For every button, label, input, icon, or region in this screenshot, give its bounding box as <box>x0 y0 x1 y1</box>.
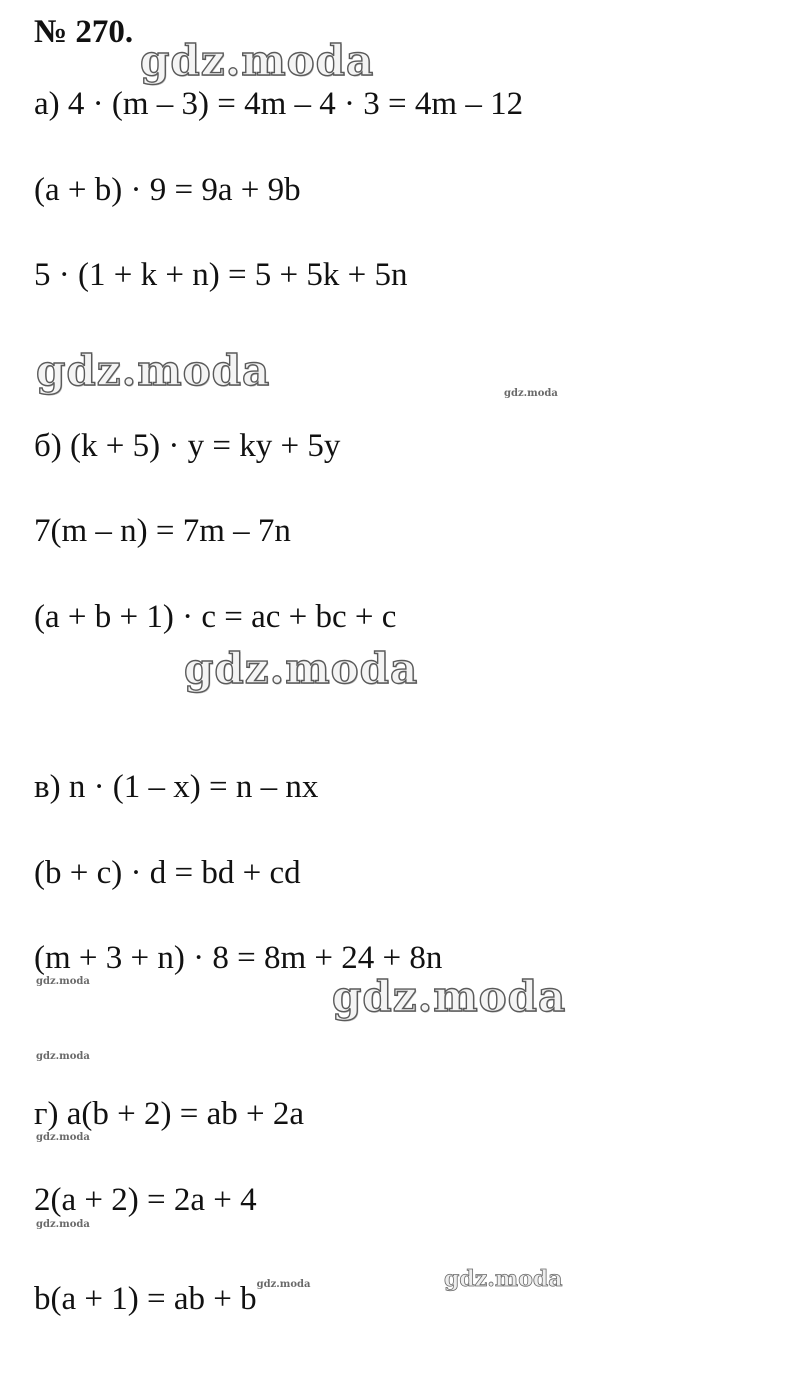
equation-g-3-text: b(a + 1) = ab + b <box>34 1281 257 1317</box>
watermark-small: gdz.moda <box>504 388 558 399</box>
equation-v-3: (m + 3 + n) · 8 = 8m + 24 + 8n <box>34 940 443 976</box>
watermark-superscript: gdz.moda <box>256 1279 311 1290</box>
equation-v-1: в) n · (1 – x) = n – nx <box>34 769 319 805</box>
equation-g-1: г) a(b + 2) = ab + 2a <box>34 1096 305 1132</box>
equation-a-1: а) 4 · (m – 3) = 4m – 4 · 3 = 4m – 12 <box>34 86 524 122</box>
equation-g-3 <box>34 1265 310 1319</box>
watermark-small: gdz.moda <box>36 1132 90 1143</box>
problem-number: № 270. <box>34 14 134 50</box>
watermark-logo: gdz.moda <box>36 346 271 395</box>
equation-v-2: (b + c) · d = bd + cd <box>34 855 301 891</box>
watermark-logo: gdz.moda <box>184 644 419 693</box>
watermark-small: gdz.moda <box>36 1051 90 1062</box>
watermark-logo: gdz.moda <box>444 1266 563 1292</box>
watermark-logo: gdz.moda <box>140 36 375 85</box>
equation-b-3: (a + b + 1) · c = ac + bc + c <box>34 599 397 635</box>
equation-a-3: 5 · (1 + k + n) = 5 + 5k + 5n <box>34 257 408 293</box>
equation-a-2: (a + b) · 9 = 9a + 9b <box>34 172 301 208</box>
watermark-small: gdz.moda <box>36 1219 90 1230</box>
watermark-logo: gdz.moda <box>332 972 567 1021</box>
equation-g-2: 2(a + 2) = 2a + 4 <box>34 1182 257 1218</box>
watermark-small: gdz.moda <box>36 976 90 987</box>
equation-b-1: б) (k + 5) · y = ky + 5y <box>34 428 341 464</box>
equation-b-2: 7(m – n) = 7m – 7n <box>34 513 291 549</box>
